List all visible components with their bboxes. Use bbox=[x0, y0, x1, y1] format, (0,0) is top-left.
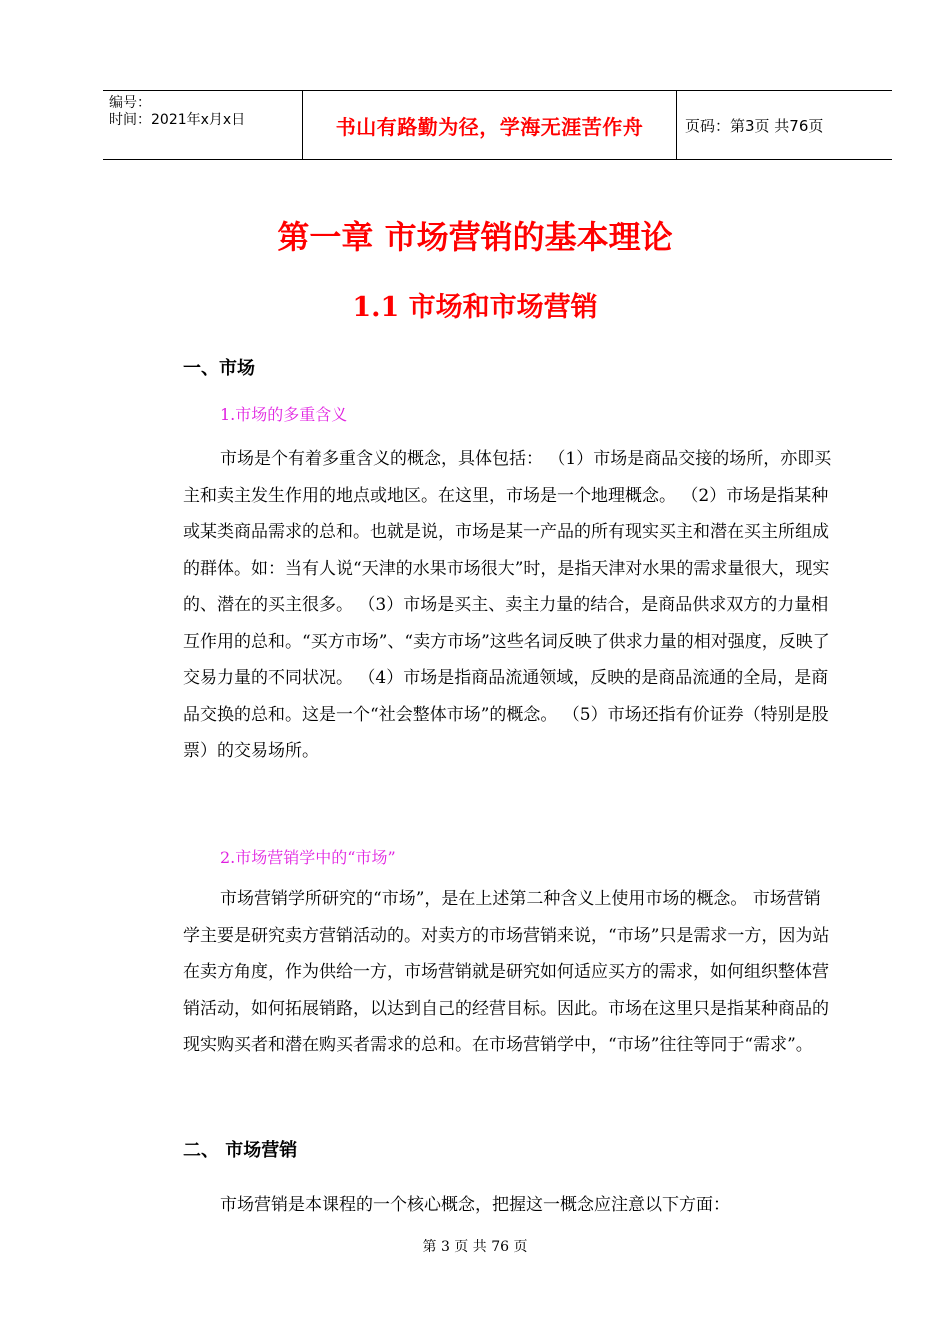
header-motto: 书山有路勤为径，学海无涯苦作舟 bbox=[303, 91, 677, 159]
number-label: 编号： bbox=[109, 95, 151, 111]
part2-heading: 二、 市场营销 bbox=[183, 1140, 298, 1161]
header-page-info: 页码：第3页 共76页 bbox=[685, 116, 824, 135]
sub2-heading: 2.市场营销学中的“市场” bbox=[220, 848, 396, 867]
time-label: 时间：2021年x月x日 bbox=[109, 112, 246, 128]
sub1-paragraph: 市场是个有着多重含义的概念，具体包括： （1）市场是商品交接的场所，亦即买主和卖主发生作用的地点或地区。在这里，市场是一个地理概念。 （2）市场是指某种或某类商品需求的总和。也就是说，市场是某一产品的所有现实买主和潜在买主所组成的群体。如：当有人说“天津的水果市场很大”时，是指天津对水果的需求量很大，现实的、潜在的买主很多。 （3）市场是买主、卖主力量的结合，是商品供求双方的力量相互作用的总和。“买方市场”、“卖方市场”这些名词反映了供求力量的相对强度，反映了交易力量的不同状况。 （4）市场是指商品流通领域，反映的是商品流通的全局，是商品交换的总和。这是一个“社会整体市场”的概念。 （5）市场还指有价证券（特别是股票）的交易场所。 bbox=[183, 449, 832, 761]
header-meta-cell bbox=[103, 91, 303, 159]
sub2-paragraph: 市场营销学所研究的“市场”，是在上述第二种含义上使用市场的概念。 市场营销学主要是研究卖方营销活动的。对卖方的市场营销来说，“市场”只是需求一方，因为站在卖方角度，作为供给一方，市场营销就是研究如何适应买方的需求，如何组织整体营销活动，如何拓展销路，以达到自己的经营目标。因此。市场在这里只是指某种商品的现实购买者和潜在购买者需求的总和。在市场营销学中，“市场”往往等同于“需求”。 bbox=[183, 889, 830, 1055]
part1-heading: 一、市场 bbox=[183, 358, 255, 379]
page-footer: 第 3 页 共 76 页 bbox=[422, 1239, 528, 1255]
part2-paragraph: 市场营销是本课程的一个核心概念，把握这一概念应注意以下方面： bbox=[220, 1195, 730, 1215]
header-table bbox=[103, 90, 892, 160]
chapter-title: 第一章 市场营销的基本理论 bbox=[277, 218, 673, 256]
sub1-heading: 1.市场的多重含义 bbox=[220, 405, 348, 424]
section-title: 1.1 市场和市场营销 bbox=[352, 292, 598, 323]
